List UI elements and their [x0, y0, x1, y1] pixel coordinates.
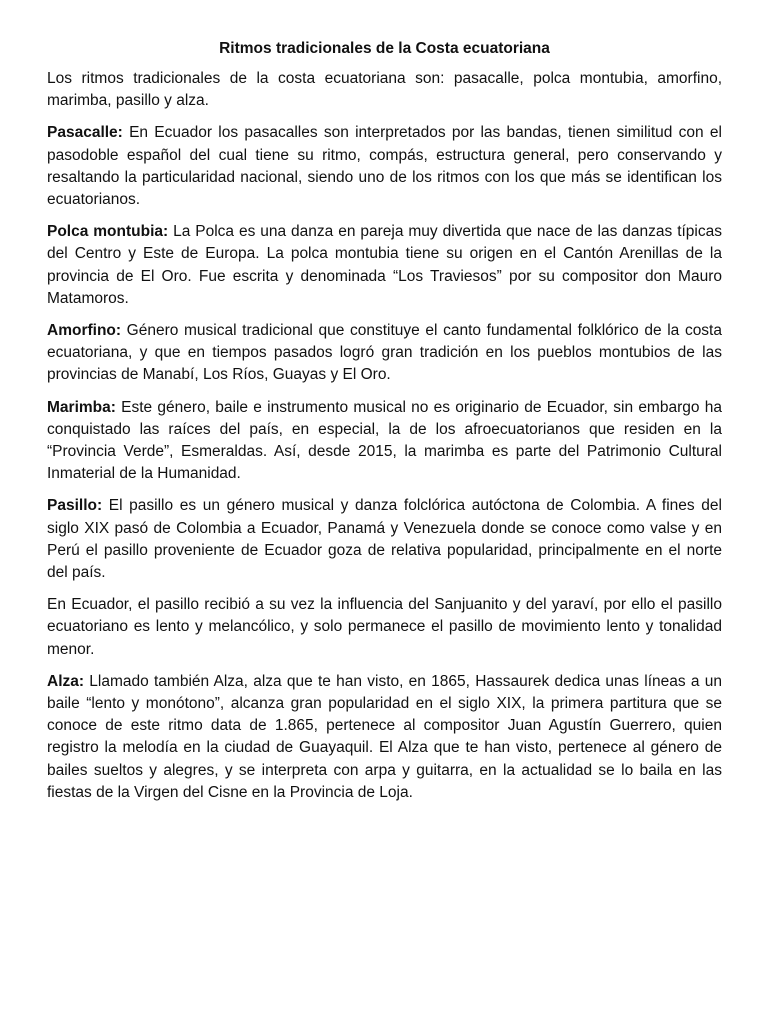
marimba-text: Este género, baile e instrumento musical no es originario de Ecuador, sin embargo ha conquistado las raíces del país, en especial, la de los afroecuatorianos que residen en la “Provincia Verde”, Esmeraldas. Así, desde 2015, la marimba es parte del Patrimonio Cultural Inmaterial de la Humanidad.: [47, 398, 722, 483]
amorfino-label: Amorfino:: [47, 322, 122, 340]
polca-text: La Polca es una danza en pareja muy divertida que nace de las danzas típicas del Centro y Este de Europa. La polca montubia tiene su origen en el Cantón Arenillas de la provincia de El Oro. Fue escrita y denominada “Los Traviesos” por su compositor don Mauro Matamoros.: [47, 223, 722, 307]
document-page: [47, 38, 722, 814]
intro-paragraph: [47, 68, 722, 112]
marimba-paragraph: [47, 397, 722, 486]
document-title: Ritmos tradicionales de la Costa ecuatoriana: [219, 40, 550, 57]
intro-text: Los ritmos tradicionales de la costa ecuatoriana son: pasacalle, polca montubia, amorfino, marimba, pasillo y alza.: [47, 70, 722, 110]
amorfino-paragraph: [47, 320, 722, 387]
alza-text: Llamado también Alza, alza que te han visto, en 1865, Hassaurek dedica unas líneas a un baile “lento y monótono”, alcanza gran popularidad en el siglo XIX, la primera partitura que se conoce de este ritmo data de 1.865, pertenece al compositor Juan Agustín Guerrero, quien registro la melodía en la ciudad de Guayaquil. El Alza que te han visto, pertenece al género de bailes sueltos y alegres, y se interpreta con arpa y guitarra, en la actualidad se lo baila en las fiestas de la Virgen del Cisne en la Provincia de Loja.: [47, 672, 722, 801]
alza-paragraph: [47, 671, 722, 804]
pasillo-ecuador-text: En Ecuador, el pasillo recibió a su vez la influencia del Sanjuanito y del yaraví, por ello el pasillo ecuatoriano es lento y melancólico, y solo permanece el pasillo de movimiento lento y tonalidad menor.: [47, 596, 722, 658]
pasillo-label: Pasillo:: [47, 497, 103, 515]
amorfino-text: Género musical tradicional que constituye el canto fundamental folklórico de la costa ecuatoriana, y que en tiempos pasados logró gran tradición en los pueblos montubios de las provincias de Manabí, Los Ríos, Guayas y El Oro.: [47, 322, 722, 384]
polca-label: Polca montubia:: [47, 223, 169, 241]
pasacalle-label: Pasacalle:: [47, 124, 123, 142]
pasillo-text: El pasillo es un género musical y danza folclórica autóctona de Colombia. A fines del siglo XIX pasó de Colombia a Ecuador, Panamá y Venezuela donde se conoce como valse y en Perú el pasillo proveniente de Ecuador goza de relativa popularidad, principalmente en el norte del país.: [47, 497, 722, 582]
pasacalle-paragraph: [47, 122, 722, 211]
alza-label: Alza:: [47, 672, 85, 690]
polca-paragraph: [47, 221, 722, 310]
marimba-label: Marimba:: [47, 398, 116, 416]
pasillo-paragraph: [47, 495, 722, 584]
pasacalle-text: En Ecuador los pasacalles son interpretados por las bandas, tienen similitud con el pasodoble español del cual tiene su ritmo, compás, estructura general, pero conservando y resaltando la particularidad nacional, siendo uno de los ritmos con los que más se identifican los ecuatorianos.: [47, 124, 722, 209]
pasillo-ecuador-paragraph: [47, 594, 722, 661]
